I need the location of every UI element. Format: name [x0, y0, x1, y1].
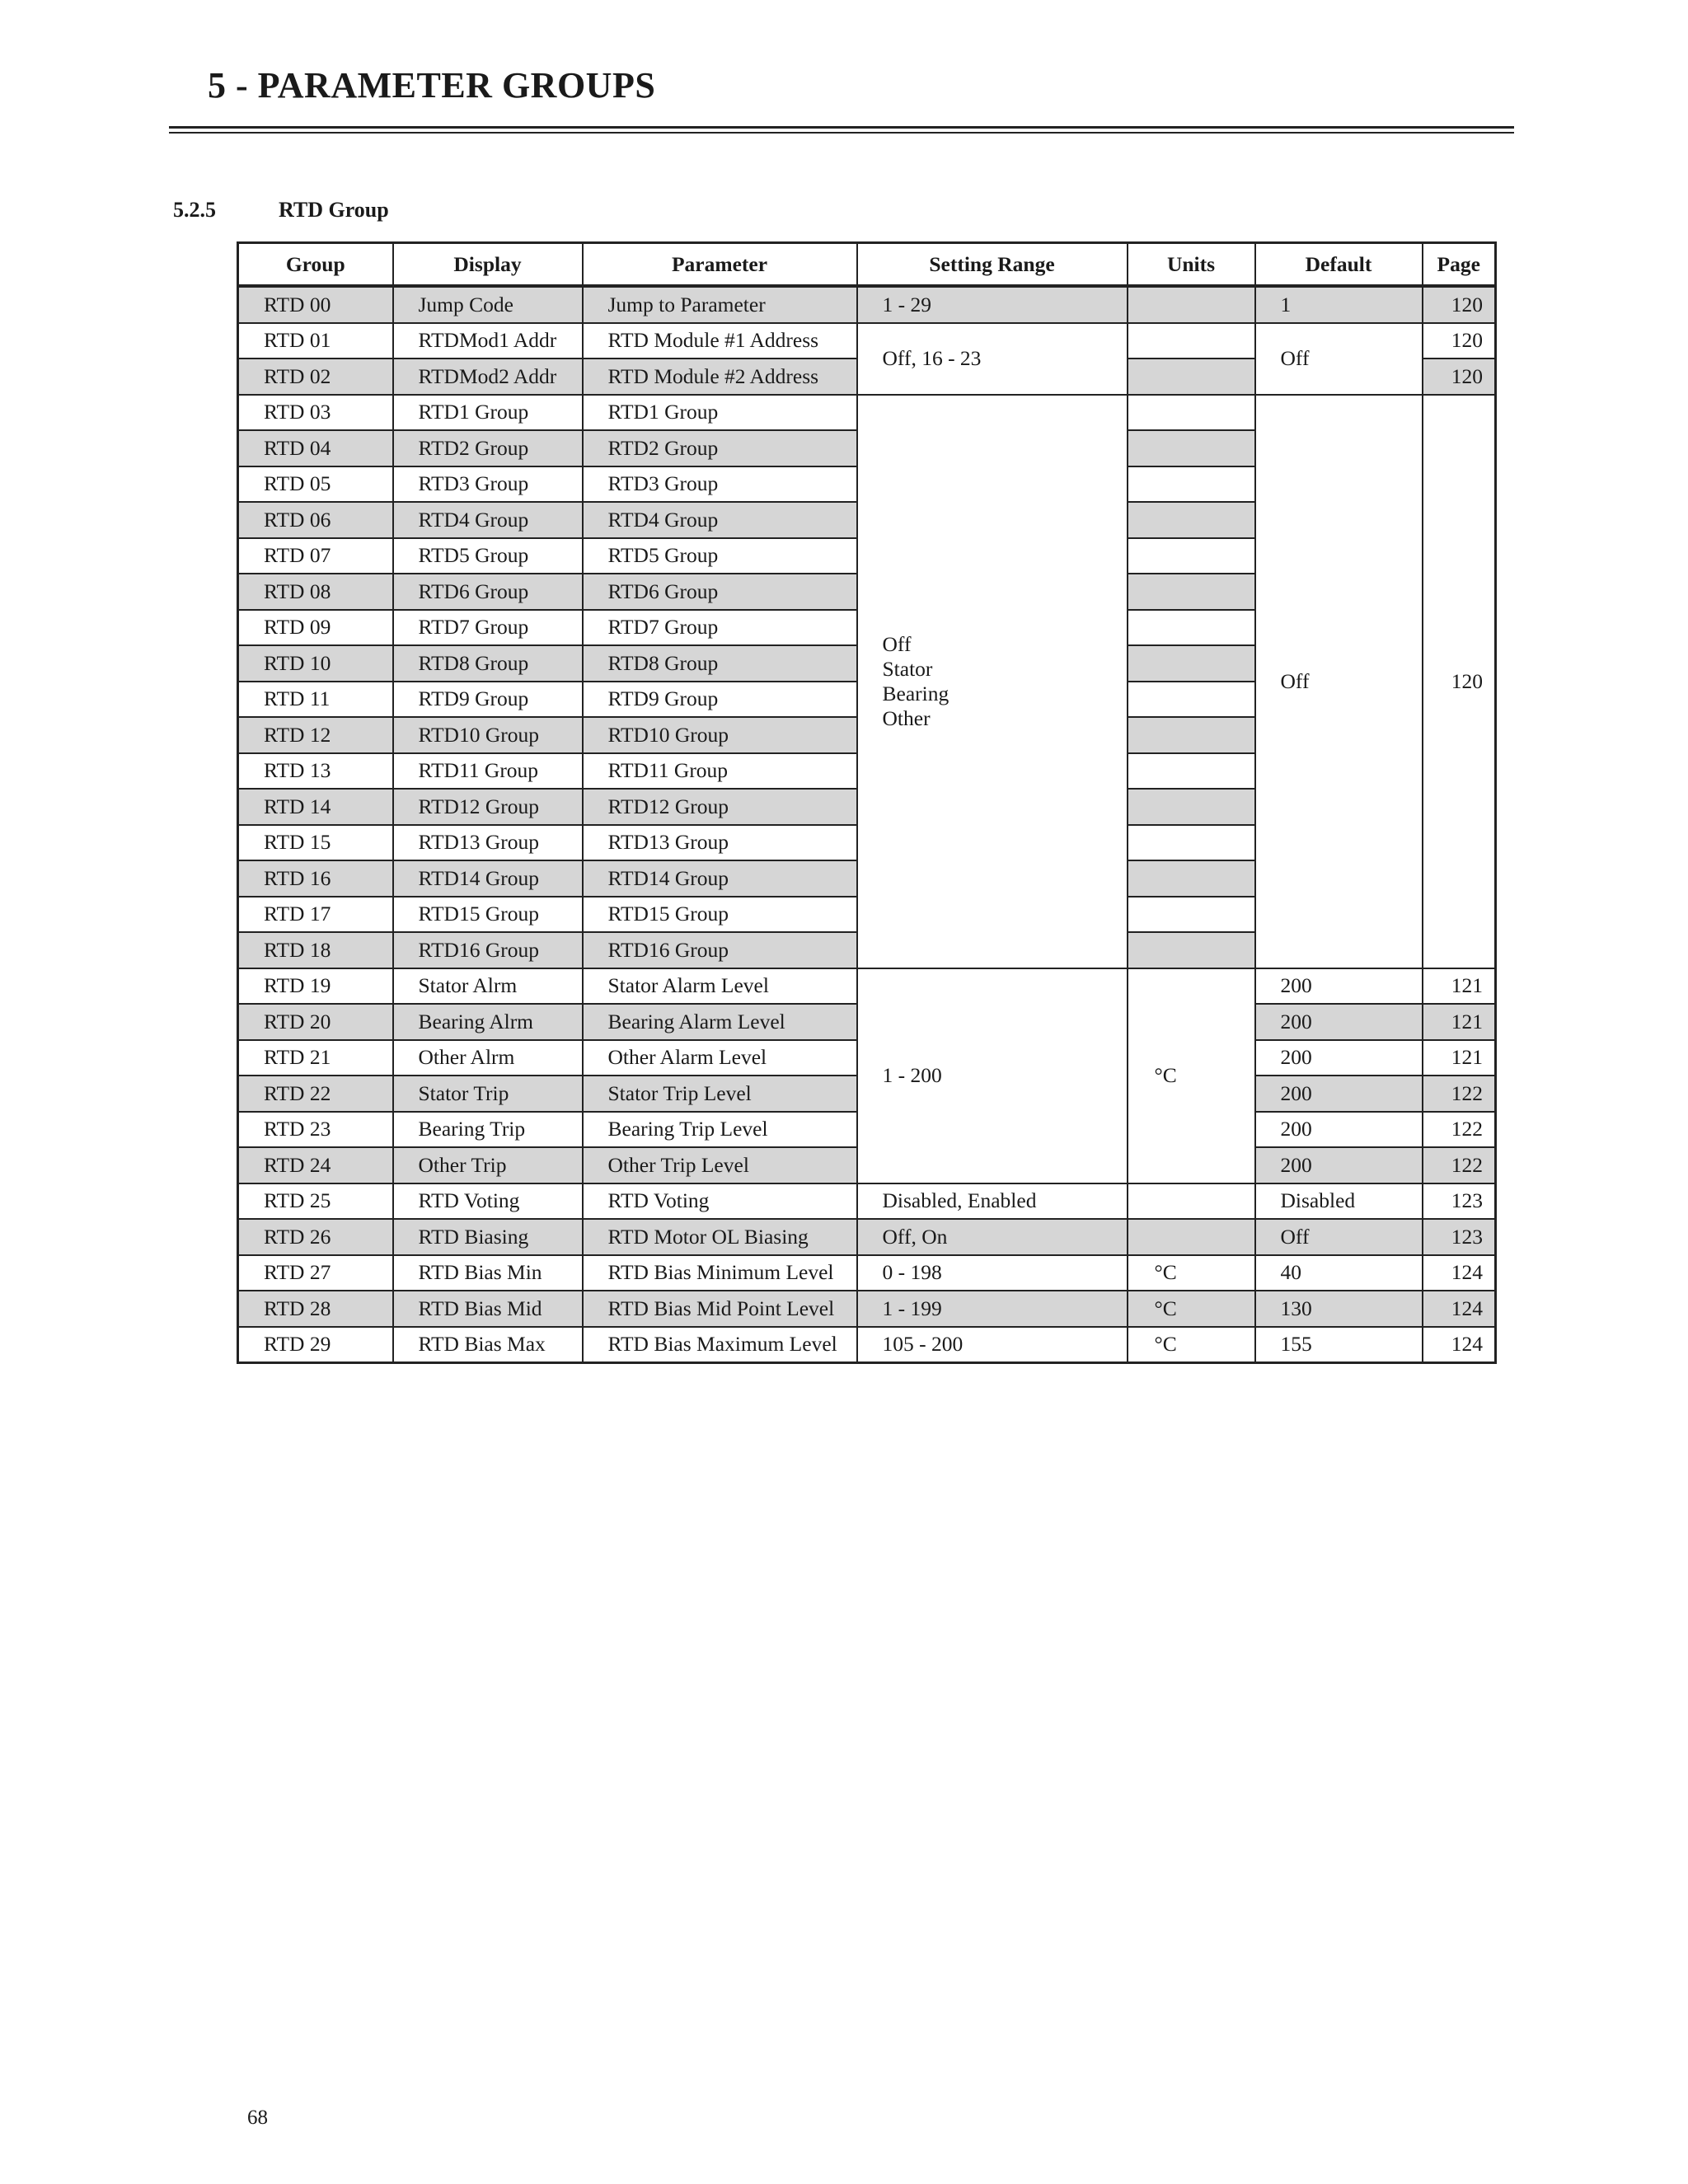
cell-group: RTD 20: [238, 1004, 393, 1040]
column-header-units: Units: [1128, 243, 1255, 287]
cell-setting-range: 0 - 198: [857, 1255, 1128, 1291]
table-row: [238, 323, 1496, 359]
cell-units: [1128, 897, 1255, 933]
cell-page: 120: [1423, 323, 1496, 359]
column-header-display: Display: [393, 243, 583, 287]
cell-page: 122: [1423, 1112, 1496, 1148]
cell-group: RTD 15: [238, 825, 393, 861]
cell-display: RTD5 Group: [393, 538, 583, 574]
column-header-page: Page: [1423, 243, 1496, 287]
cell-parameter: RTD12 Group: [583, 789, 857, 825]
section-number: 5.2.5: [173, 198, 216, 222]
cell-units: [1128, 466, 1255, 503]
cell-display: RTD Bias Min: [393, 1255, 583, 1291]
cell-group: RTD 09: [238, 610, 393, 646]
rtd-parameter-table: [237, 241, 1497, 1364]
column-header-parameter: Parameter: [583, 243, 857, 287]
cell-units: [1128, 323, 1255, 359]
cell-display: RTD10 Group: [393, 717, 583, 753]
table-row: [238, 1183, 1496, 1220]
cell-parameter: Other Trip Level: [583, 1147, 857, 1183]
range-option: Other: [882, 705, 931, 730]
cell-setting-range: 105 - 200: [857, 1327, 1128, 1363]
cell-units: [1128, 610, 1255, 646]
cell-page: 123: [1423, 1219, 1496, 1255]
cell-default-merged: Off: [1255, 395, 1423, 968]
cell-parameter: RTD Module #1 Address: [583, 323, 857, 359]
cell-parameter: RTD Bias Minimum Level: [583, 1255, 857, 1291]
cell-page: 124: [1423, 1255, 1496, 1291]
cell-display: RTD6 Group: [393, 574, 583, 610]
cell-page: 120: [1423, 286, 1496, 323]
cell-group: RTD 02: [238, 359, 393, 395]
cell-group: RTD 13: [238, 753, 393, 790]
cell-units-merged: °C: [1128, 968, 1255, 1183]
cell-default: 40: [1255, 1255, 1423, 1291]
cell-parameter: RTD Motor OL Biasing: [583, 1219, 857, 1255]
column-header-default: Default: [1255, 243, 1423, 287]
cell-parameter: Bearing Alarm Level: [583, 1004, 857, 1040]
cell-group: RTD 27: [238, 1255, 393, 1291]
cell-display: RTDMod2 Addr: [393, 359, 583, 395]
cell-display: Stator Trip: [393, 1076, 583, 1112]
cell-page: 121: [1423, 968, 1496, 1005]
cell-group: RTD 08: [238, 574, 393, 610]
table-row: [238, 1255, 1496, 1291]
cell-display: RTD15 Group: [393, 897, 583, 933]
cell-units: [1128, 717, 1255, 753]
cell-parameter: RTD5 Group: [583, 538, 857, 574]
cell-units: [1128, 860, 1255, 897]
cell-parameter: Stator Alarm Level: [583, 968, 857, 1005]
cell-display: RTD Bias Mid: [393, 1291, 583, 1327]
cell-default: Disabled: [1255, 1183, 1423, 1220]
cell-group: RTD 24: [238, 1147, 393, 1183]
cell-parameter: RTD3 Group: [583, 466, 857, 503]
cell-units: °C: [1128, 1255, 1255, 1291]
cell-parameter: Jump to Parameter: [583, 286, 857, 323]
cell-group: RTD 19: [238, 968, 393, 1005]
cell-group: RTD 22: [238, 1076, 393, 1112]
cell-parameter: RTD2 Group: [583, 430, 857, 466]
cell-default-merged: Off: [1255, 323, 1423, 395]
cell-units: [1128, 789, 1255, 825]
cell-group: RTD 01: [238, 323, 393, 359]
cell-group: RTD 11: [238, 682, 393, 718]
cell-units: [1128, 538, 1255, 574]
cell-parameter: RTD4 Group: [583, 502, 857, 538]
range-option: Off: [882, 631, 912, 656]
cell-parameter: RTD16 Group: [583, 932, 857, 968]
cell-group: RTD 06: [238, 502, 393, 538]
cell-parameter: Other Alarm Level: [583, 1040, 857, 1076]
cell-parameter: RTD Voting: [583, 1183, 857, 1220]
cell-parameter: RTD13 Group: [583, 825, 857, 861]
header-rule: [169, 126, 1514, 129]
cell-group: RTD 18: [238, 932, 393, 968]
cell-default: 200: [1255, 968, 1423, 1005]
cell-parameter: RTD14 Group: [583, 860, 857, 897]
cell-display: RTD1 Group: [393, 395, 583, 431]
column-header-group: Group: [238, 243, 393, 287]
cell-page: 124: [1423, 1327, 1496, 1363]
cell-units: [1128, 359, 1255, 395]
cell-units: °C: [1128, 1291, 1255, 1327]
cell-group: RTD 07: [238, 538, 393, 574]
table-row: [238, 1291, 1496, 1327]
cell-display: RTD16 Group: [393, 932, 583, 968]
section-heading: [173, 198, 389, 223]
cell-setting-range-merged: [857, 395, 1128, 968]
cell-default: 130: [1255, 1291, 1423, 1327]
section-title: RTD Group: [279, 198, 389, 222]
range-option: Stator: [882, 656, 933, 681]
cell-display: RTD Bias Max: [393, 1327, 583, 1363]
cell-default: 155: [1255, 1327, 1423, 1363]
cell-parameter: RTD11 Group: [583, 753, 857, 790]
cell-group: RTD 29: [238, 1327, 393, 1363]
cell-display: RTD7 Group: [393, 610, 583, 646]
cell-setting-range-merged: 1 - 200: [857, 968, 1128, 1183]
cell-setting-range: Disabled, Enabled: [857, 1183, 1128, 1220]
cell-group: RTD 23: [238, 1112, 393, 1148]
cell-units: [1128, 430, 1255, 466]
cell-setting-range: 1 - 29: [857, 286, 1128, 323]
cell-units: [1128, 682, 1255, 718]
cell-default: 200: [1255, 1076, 1423, 1112]
cell-default: 200: [1255, 1112, 1423, 1148]
cell-default: 200: [1255, 1004, 1423, 1040]
cell-default: Off: [1255, 1219, 1423, 1255]
cell-default: 1: [1255, 286, 1423, 323]
cell-group: RTD 04: [238, 430, 393, 466]
cell-group: RTD 26: [238, 1219, 393, 1255]
cell-group: RTD 10: [238, 645, 393, 682]
cell-parameter: RTD9 Group: [583, 682, 857, 718]
cell-display: Bearing Alrm: [393, 1004, 583, 1040]
cell-setting-range: Off, On: [857, 1219, 1128, 1255]
cell-group: RTD 03: [238, 395, 393, 431]
cell-units: °C: [1128, 1327, 1255, 1363]
cell-group: RTD 12: [238, 717, 393, 753]
cell-display: RTD3 Group: [393, 466, 583, 503]
cell-display: Stator Alrm: [393, 968, 583, 1005]
cell-group: RTD 25: [238, 1183, 393, 1220]
cell-group: RTD 21: [238, 1040, 393, 1076]
cell-display: RTD Voting: [393, 1183, 583, 1220]
cell-display: Bearing Trip: [393, 1112, 583, 1148]
cell-page: 121: [1423, 1004, 1496, 1040]
cell-group: RTD 05: [238, 466, 393, 503]
cell-parameter: Stator Trip Level: [583, 1076, 857, 1112]
cell-units: [1128, 1183, 1255, 1220]
table-row: [238, 286, 1496, 323]
cell-page-merged: 120: [1423, 395, 1496, 968]
cell-page: 120: [1423, 359, 1496, 395]
cell-display: RTD2 Group: [393, 430, 583, 466]
cell-units: [1128, 574, 1255, 610]
cell-parameter: Bearing Trip Level: [583, 1112, 857, 1148]
cell-units: [1128, 1219, 1255, 1255]
cell-display: RTD14 Group: [393, 860, 583, 897]
cell-group: RTD 16: [238, 860, 393, 897]
cell-units: [1128, 645, 1255, 682]
cell-display: RTD4 Group: [393, 502, 583, 538]
cell-group: RTD 00: [238, 286, 393, 323]
cell-page: 123: [1423, 1183, 1496, 1220]
cell-units: [1128, 502, 1255, 538]
cell-parameter: RTD10 Group: [583, 717, 857, 753]
table-row: [238, 395, 1496, 431]
cell-default: 200: [1255, 1147, 1423, 1183]
cell-display: Jump Code: [393, 286, 583, 323]
cell-parameter: RTD7 Group: [583, 610, 857, 646]
cell-display: Other Trip: [393, 1147, 583, 1183]
cell-default: 200: [1255, 1040, 1423, 1076]
table-body: [238, 286, 1496, 1363]
cell-parameter: RTD Bias Mid Point Level: [583, 1291, 857, 1327]
cell-group: RTD 14: [238, 789, 393, 825]
cell-page: 124: [1423, 1291, 1496, 1327]
table-row: [238, 1219, 1496, 1255]
cell-parameter: RTD15 Group: [583, 897, 857, 933]
column-header-setting-range: Setting Range: [857, 243, 1128, 287]
cell-display: RTD13 Group: [393, 825, 583, 861]
cell-setting-range: 1 - 199: [857, 1291, 1128, 1327]
cell-setting-range-merged: Off, 16 - 23: [857, 323, 1128, 395]
page-number: 68: [247, 2107, 268, 2129]
cell-page: 122: [1423, 1147, 1496, 1183]
table-row: [238, 968, 1496, 1005]
cell-parameter: RTD Bias Maximum Level: [583, 1327, 857, 1363]
cell-display: RTD8 Group: [393, 645, 583, 682]
cell-units: [1128, 932, 1255, 968]
cell-page: 121: [1423, 1040, 1496, 1076]
table-row: [238, 1327, 1496, 1363]
cell-page: 122: [1423, 1076, 1496, 1112]
cell-display: RTD12 Group: [393, 789, 583, 825]
cell-display: RTD Biasing: [393, 1219, 583, 1255]
cell-display: Other Alrm: [393, 1040, 583, 1076]
range-option: Bearing: [882, 681, 950, 705]
page-header: 5 - PARAMETER GROUPS: [208, 65, 656, 105]
cell-group: RTD 28: [238, 1291, 393, 1327]
cell-units: [1128, 825, 1255, 861]
cell-parameter: RTD1 Group: [583, 395, 857, 431]
table-header-row: [238, 243, 1496, 287]
cell-parameter: RTD6 Group: [583, 574, 857, 610]
cell-display: RTD9 Group: [393, 682, 583, 718]
cell-display: RTD11 Group: [393, 753, 583, 790]
cell-parameter: RTD Module #2 Address: [583, 359, 857, 395]
cell-units: [1128, 753, 1255, 790]
cell-parameter: RTD8 Group: [583, 645, 857, 682]
cell-display: RTDMod1 Addr: [393, 323, 583, 359]
cell-units: [1128, 286, 1255, 323]
cell-group: RTD 17: [238, 897, 393, 933]
cell-units: [1128, 395, 1255, 431]
header-rule-double: [169, 132, 1514, 134]
